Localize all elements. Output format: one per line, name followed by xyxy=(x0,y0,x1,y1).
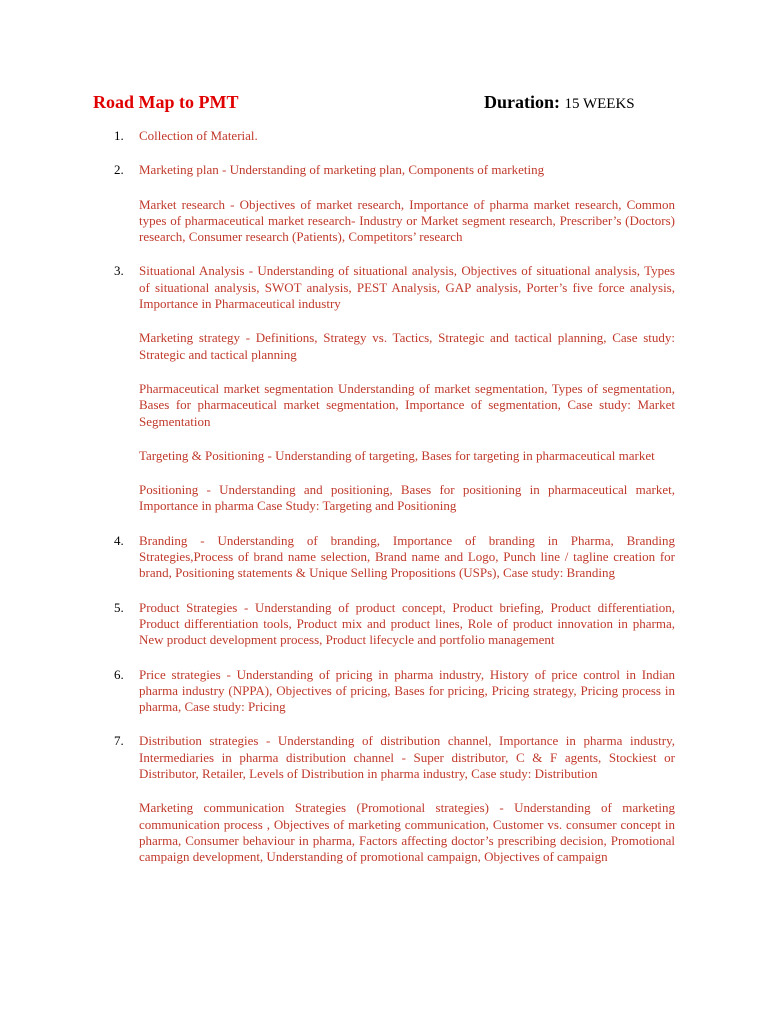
item-text: Branding - Understanding of branding, Importance of branding in Pharma, Branding Strategies,Process of brand name selection, Brand name and Logo, Punch line / tagline creation for brand, Positioning statements & Unique Selling Propositions (USPs), Case study: Branding xyxy=(139,532,675,581)
item-text: Situational Analysis - Understanding of situational analysis, Objectives of situational analysis, Types of situational analysis, SWOT analysis, PEST Analysis, GAP analysis, Porter’s five force analysis, Importance in Pharmaceutical industry xyxy=(139,263,675,312)
item-number: 3. xyxy=(114,263,124,279)
item-text: Collection of Material. xyxy=(139,128,258,143)
header xyxy=(93,92,663,116)
item-number: 4. xyxy=(114,532,124,548)
list-item xyxy=(110,600,675,649)
list-item xyxy=(110,162,675,178)
item-text: Distribution strategies - Understanding of distribution channel, Importance in pharma industry, Intermediaries in pharma distribution channel - Super distributor, C & F agents, Stockiest or Distributor, Retailer, Levels of Distribution in pharma industry, Case study: Distribution xyxy=(139,733,675,782)
list-item xyxy=(110,128,675,144)
item-number: 7. xyxy=(114,733,124,749)
list-item xyxy=(110,263,675,312)
item-number: 6. xyxy=(114,666,124,682)
item-text: Marketing plan - Understanding of marketing plan, Components of marketing xyxy=(139,162,545,178)
duration-label: Duration: xyxy=(484,92,560,112)
list-item xyxy=(110,533,675,582)
item-number: 1. xyxy=(114,128,124,143)
item-text: Product Strategies - Understanding of product concept, Product briefing, Product differentiation, Product differentiation tools, Product mix and product lines, Role of product innovation in pharma, New product development process, Product lifecycle and portfolio management xyxy=(139,599,675,648)
item-text: Price strategies - Understanding of pricing in pharma industry, History of price control in Indian pharma industry (NPPA), Objectives of pricing, Bases for pricing, Pricing strategy, Pricing process in pharma, Case study: Pricing xyxy=(139,666,675,715)
item-number: 5. xyxy=(114,599,124,615)
sub-paragraph: Market research - Objectives of market research, Importance of pharma market research, Common types of pharmaceutical market research- Industry or Market segment research, Prescriber’s (Doctors) research, Consumer research (Patients), Competitors’ research xyxy=(139,196,675,245)
duration-value: 15 WEEKS xyxy=(564,96,635,112)
sub-paragraph: Targeting & Positioning - Understanding of targeting, Bases for targeting in pharmaceutical market xyxy=(139,447,655,463)
syllabus-list xyxy=(110,128,675,884)
sub-paragraph: Positioning - Understanding and positioning, Bases for positioning in pharmaceutical market, Importance in pharma Case Study: Targeting and Positioning xyxy=(139,482,675,514)
list-item xyxy=(110,667,675,716)
page-title: Road Map to PMT xyxy=(93,92,239,112)
item-number: 2. xyxy=(114,162,124,178)
duration xyxy=(484,92,635,113)
sub-paragraph: Marketing communication Strategies (Promotional strategies) - Understanding of marketing communication process , Objectives of marketing communication, Customer vs. consumer concept in pharma, Consumer behaviour in pharma, Factors affecting doctor’s prescribing decision, Promotional campaign development, Understanding of promotional campaign, Objectives of campaign xyxy=(139,800,675,865)
sub-paragraph: Marketing strategy - Definitions, Strategy vs. Tactics, Strategic and tactical planning, Case study: Strategic and tactical planning xyxy=(139,330,675,362)
sub-paragraph: Pharmaceutical market segmentation Understanding of market segmentation, Types of segmentation, Bases for pharmaceutical market segmentation, Importance of segmentation, Case study: Market Segmentation xyxy=(139,380,675,429)
list-item xyxy=(110,733,675,782)
